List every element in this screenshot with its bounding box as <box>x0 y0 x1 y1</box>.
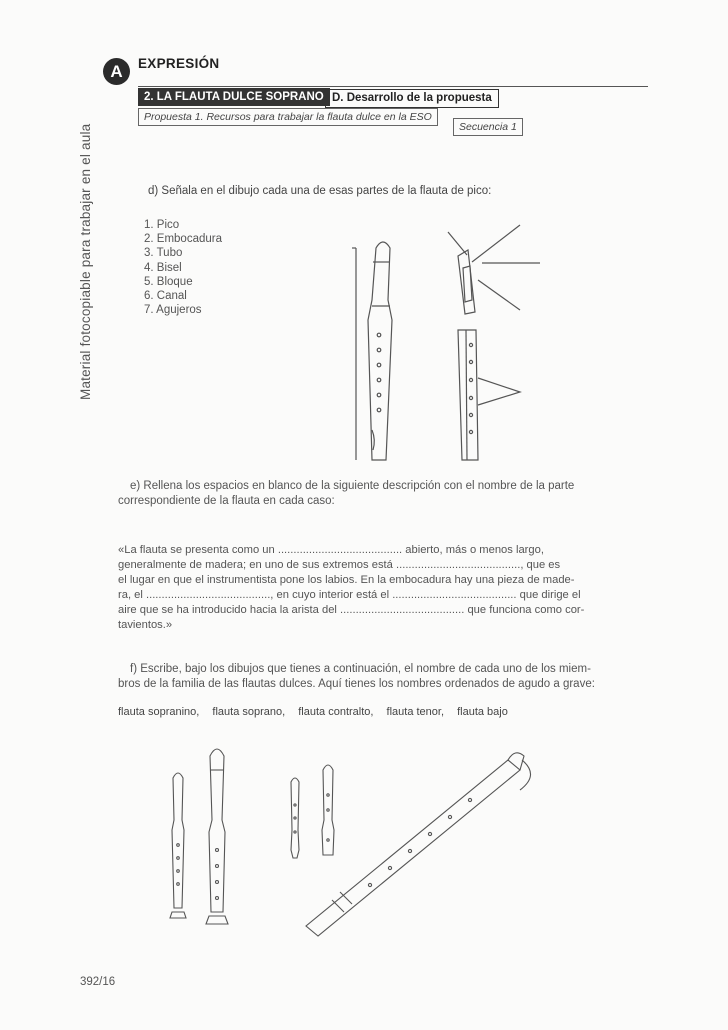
list-item: 6. Canal <box>144 290 187 303</box>
fill-line: tavientos.» <box>118 619 173 631</box>
section-title: EXPRESIÓN <box>138 56 220 71</box>
question-f-text-2: bros de la familia de las flautas dulces. Aquí tienes los nombres ordenados de agudo a grave: <box>118 678 595 690</box>
fill-line: ra, el ........................................, en cuyo interior está el ........................................ que dirige el <box>118 589 581 601</box>
page-number: 392/16 <box>80 976 116 988</box>
fill-line: aire que se ha introducido hacia la arista del ........................................ que funciona como cor- <box>118 604 585 616</box>
question-e-text-1: e) Rellena los espacios en blanco de la siguiente descripción con el nombre de la parte <box>130 480 575 492</box>
question-e-text-2: correspondiente de la flauta en cada caso: <box>118 495 335 507</box>
name-sopranino: flauta sopranino, <box>118 706 200 718</box>
list-item: 1. Pico <box>144 219 180 231</box>
fill-line: el lugar en que el instrumentista pone los labios. En la embocadura hay una pieza de made- <box>118 574 575 586</box>
name-tenor: flauta tenor, <box>386 706 445 718</box>
bass-recorder-icon <box>306 753 531 936</box>
fill-line: «La flauta se presenta como un ........................................ abierto, más o menos largo, <box>118 544 544 556</box>
name-bajo: flauta bajo <box>457 706 508 718</box>
list-item: 4. Bisel <box>144 261 182 274</box>
question-d-text: d) Señala en el dibujo cada una de esas partes de la flauta de pico: <box>148 185 492 197</box>
development-tag: D. Desarrollo de la propuesta <box>325 89 499 108</box>
name-contralto: flauta contralto, <box>298 706 374 718</box>
question-f-text-1: f) Escribe, bajo los dibujos que tienes a continuación, el nombre de cada uno de los miem- <box>130 663 591 675</box>
contralto-recorder-icon <box>322 765 334 855</box>
list-item: 5. Bloque <box>144 275 193 288</box>
name-soprano: flauta soprano, <box>212 706 286 718</box>
sopranino-recorder-icon <box>170 773 186 918</box>
section-badge: A <box>103 58 130 85</box>
small-recorder-icon <box>291 778 299 858</box>
fill-line: generalmente de madera; en uno de sus extremos está ........................................, que es <box>118 559 561 571</box>
sequence-tag: Secuencia 1 <box>453 118 523 136</box>
sidebar-vertical-text: Material fotocopiable para trabajar en el aula <box>78 123 93 400</box>
soprano-recorder-icon <box>206 749 228 924</box>
list-item: 3. Tubo <box>144 247 183 260</box>
list-item: 7. Agujeros <box>144 304 202 317</box>
unit-tag: 2. LA FLAUTA DULCE SOPRANO <box>138 88 330 106</box>
proposal-tag: Propuesta 1. Recursos para trabajar la flauta dulce en la ESO <box>138 108 438 126</box>
list-item: 2. Embocadura <box>144 233 222 246</box>
